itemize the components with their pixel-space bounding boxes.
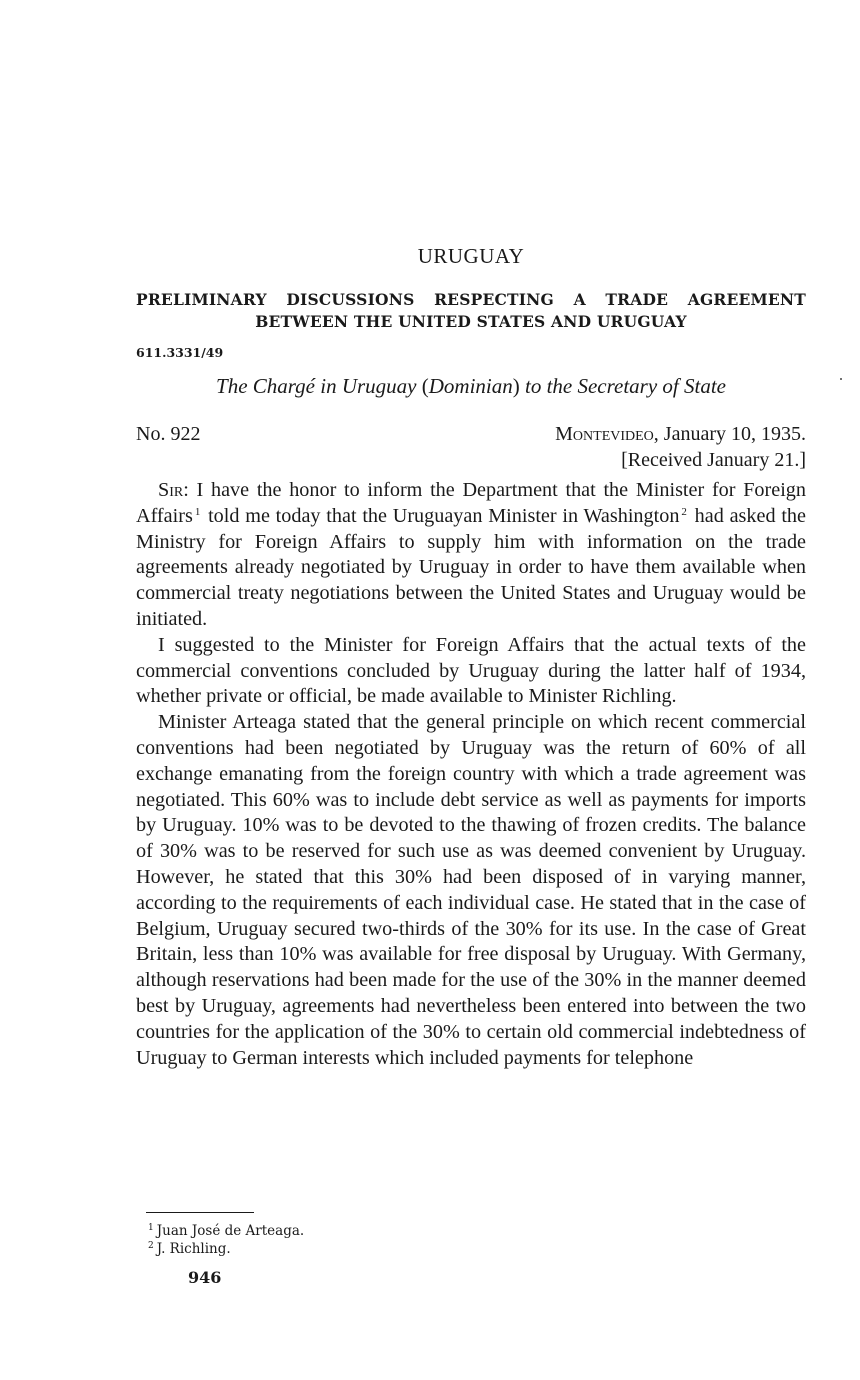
footnote-ref-1: 1 <box>194 505 201 518</box>
document-number: No. 922 <box>136 423 201 445</box>
footnote-ref-2: 2 <box>681 505 687 518</box>
footnote-2 <box>148 1240 304 1258</box>
footnote-mark-2: 2 <box>148 1241 154 1251</box>
dateline <box>555 423 806 446</box>
paragraph-1-part-1: I have the honor to inform the Department that the Minister for Foreign Affairs <box>136 479 806 527</box>
letter-body <box>136 478 806 1071</box>
file-number: 611.3331/49 <box>136 345 224 360</box>
footnote-divider <box>146 1212 254 1213</box>
dateline-date: , January 10, 1935. <box>653 423 806 445</box>
footnotes <box>148 1222 304 1258</box>
footnote-mark-1: 1 <box>148 1223 154 1233</box>
subtitle-open-paren: ( <box>421 374 429 398</box>
section-heading <box>136 289 806 333</box>
subtitle-close-paren: ) <box>512 374 520 398</box>
salutation: Sir: <box>158 479 189 501</box>
paragraph-1-part-3: had asked the Ministry for Foreign Affairs to supply him with information on the trade agreements already negotiated by Uruguay in order to have them available when commercial treaty negotiations between the United States and Uruguay would be initiated. <box>136 504 806 630</box>
footnote-text-1: Juan José de Arteaga. <box>156 1223 305 1239</box>
subtitle-before: The Chargé in Uruguay <box>216 374 422 398</box>
paragraph-2: I suggested to the Minister for Foreign Affairs that the actual texts of the commercial conventions concluded by Uruguay during the latter half of 1934, whether private or official, be made available to Minister Richling. <box>136 633 806 708</box>
subtitle-name: Dominian <box>428 374 513 398</box>
paragraph-1-part-2: told me today that the Uruguayan Minister in Washington <box>202 504 680 527</box>
page-number: 946 <box>188 1268 222 1287</box>
paragraph-1 <box>136 478 806 633</box>
scan-speck <box>840 378 842 380</box>
received-date: [Received January 21.] <box>621 449 806 471</box>
section-heading-line-2: BETWEEN THE UNITED STATES AND URUGUAY <box>255 312 687 331</box>
country-title: URUGUAY <box>417 244 525 268</box>
footnote-1 <box>148 1222 304 1240</box>
section-heading-line-1: PRELIMINARY DISCUSSIONS RESPECTING A TRADE AGREEMENT <box>136 290 806 309</box>
paragraph-3: Minister Arteaga stated that the general principle on which recent commercial conventions had been negotiated by Uruguay was the return of 60% of all exchange emanating from the foreign country with which a trade agreement was negotiated. This 60% was to include debt service as well as payments for imports by Uruguay. 10% was to be devoted to the thawing of frozen credits. The balance of 30% was to be reserved for such use as was deemed convenient by Uruguay. However, he stated that this 30% had been disposed of in varying manner, according to the requirements of each individual case. He stated that in the case of Belgium, Uruguay secured two-thirds of the 30% for its use. In the case of Great Britain, less than 10% was available for free disposal by Uruguay. With Germany, although reservations had been made for the use of the 30% in the manner deemed best by Uruguay, agreements had nevertheless been entered into between the two countries for the application of the 30% to certain old commercial indebtedness of Uruguay to German interests which included payments for telephone <box>136 711 806 1069</box>
document-subtitle <box>136 374 806 399</box>
dateline-place: Montevideo <box>555 423 654 445</box>
footnote-text-2: J. Richling. <box>156 1241 231 1257</box>
subtitle-after: to the Secretary of State <box>519 374 726 398</box>
